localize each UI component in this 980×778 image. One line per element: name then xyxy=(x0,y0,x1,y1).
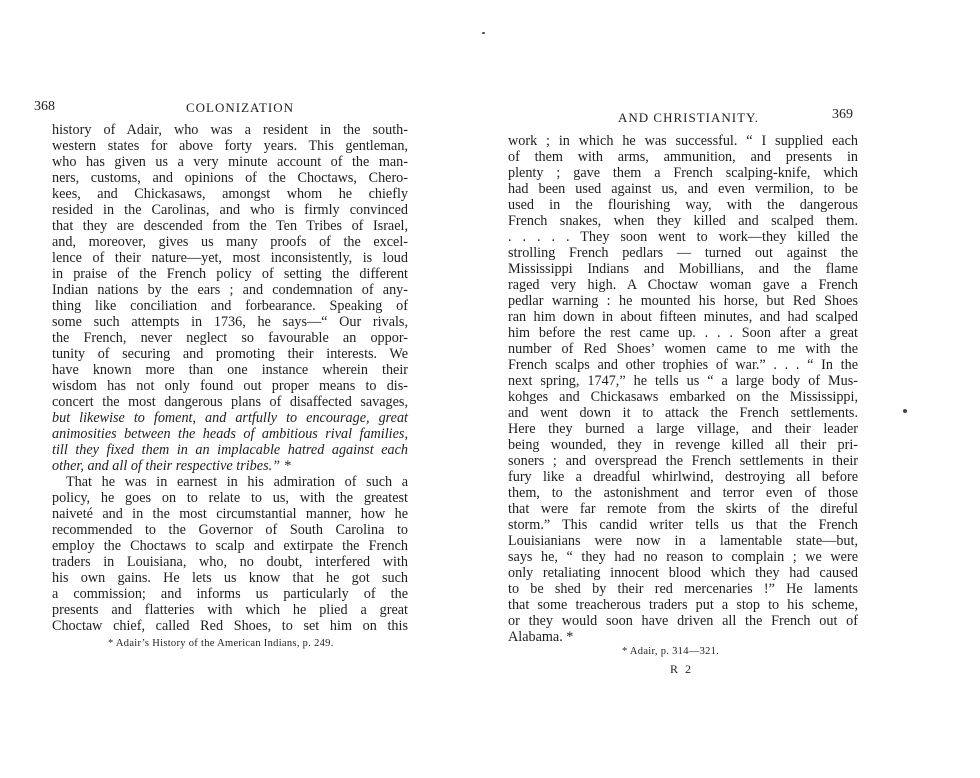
body-line: policy, he goes on to relate to us, with the greatest xyxy=(52,490,408,506)
body-line: but likewise to foment, and artfully to encourage, great xyxy=(52,410,408,426)
body-line: pedlar warning : he mounted his horse, but Red Shoes xyxy=(508,293,858,309)
body-line: . . . . . They soon went to work—they killed the xyxy=(508,229,858,245)
body-line: of them with arms, ammunition, and presents in xyxy=(508,149,858,165)
body-line: animosities between the heads of ambitious rival families, xyxy=(52,426,408,442)
body-line: naiveté and in the most circumstantial manner, how he xyxy=(52,506,408,522)
signature-mark: R 2 xyxy=(670,662,694,676)
body-line: traders in Louisiana, who, no doubt, interfered with xyxy=(52,554,408,570)
right-page xyxy=(490,0,980,778)
body-line: employ the Choctaws to scalp and extirpate the French xyxy=(52,538,408,554)
body-line: the French, never neglect so favourable an oppor- xyxy=(52,330,408,346)
body-line: and, moreover, gives us many proofs of the excel- xyxy=(52,234,408,250)
body-line: them, to the astonishment and terror even of those xyxy=(508,485,858,501)
body-line: French snakes, when they killed and scalped them. xyxy=(508,213,858,229)
body-line: that they are descended from the Ten Tribes of Israel, xyxy=(52,218,408,234)
body-line: kohges and Chickasaws embarked on the Mississippi, xyxy=(508,389,858,405)
body-line: ran him down in about fifteen minutes, and had scalped xyxy=(508,309,858,325)
body-line: have known more than one instance wherein their xyxy=(52,362,408,378)
body-line: raged very high. A Choctaw woman gave a French xyxy=(508,277,858,293)
body-line: That he was in earnest in his admiration of such a xyxy=(66,474,408,490)
left-page-number: 368 xyxy=(34,99,55,114)
body-line: that some treacherous traders put a stop to his scheme, xyxy=(508,597,858,613)
left-body-text xyxy=(52,122,408,634)
right-footnote: * Adair, p. 314—321. xyxy=(622,646,720,657)
body-line: Choctaw chief, called Red Shoes, to set him on this xyxy=(52,618,408,634)
body-line: concert the most dangerous plans of disaffected savages, xyxy=(52,394,408,410)
body-line: in praise of the French policy of setting the different xyxy=(52,266,408,282)
body-line: Mississippi Indians and Mobillians, and the flame xyxy=(508,261,858,277)
body-line: western states for above forty years. This gentleman, xyxy=(52,138,408,154)
body-line: ners, customs, and opinions of the Choctaws, Chero- xyxy=(52,170,408,186)
body-line: Alabama. * xyxy=(508,629,574,645)
body-line: a commission; and informs us particularly of the xyxy=(52,586,408,602)
body-line: work ; in which he was successful. “ I supplied each xyxy=(508,133,858,149)
body-line: next spring, 1747,” he tells us “ a large body of Mus- xyxy=(508,373,858,389)
scan-dot xyxy=(903,409,907,413)
body-line: lence of their nature—yet, most inconsistently, is loud xyxy=(52,250,408,266)
body-line: presents and flatteries with which he plied a great xyxy=(52,602,408,618)
left-running-head: COLONIZATION xyxy=(186,100,295,115)
left-footnote: * Adair’s History of the American Indians, p. 249. xyxy=(108,638,334,649)
body-line: says he, “ they had no reason to complain ; we were xyxy=(508,549,858,565)
body-line: strolling French pedlars — turned out against the xyxy=(508,245,858,261)
body-line: plenty ; gave them a French scalping-knife, which xyxy=(508,165,858,181)
body-line: number of Red Shoes’ women came to me with the xyxy=(508,341,858,357)
body-line: to be shed by their red mercenaries !” He laments xyxy=(508,581,858,597)
body-line: resided in the Carolinas, and who is firmly convinced xyxy=(52,202,408,218)
body-line: who has given us a very minute account of the man- xyxy=(52,154,408,170)
body-line: kees, and Chickasaws, amongst whom he chiefly xyxy=(52,186,408,202)
body-line: fury like a dreadful whirlwind, destroying all before xyxy=(508,469,858,485)
body-line: recommended to the Governor of South Carolina to xyxy=(52,522,408,538)
right-body-text xyxy=(508,133,858,645)
body-line: had been used against us, and even vermilion, to be xyxy=(508,181,858,197)
body-line: Here they burned a large village, and their leader xyxy=(508,421,858,437)
right-page-number: 369 xyxy=(832,107,853,122)
body-line: wisdom has not only found out proper means to dis- xyxy=(52,378,408,394)
body-line: French scalps and other trophies of war.” . . . “ In the xyxy=(508,357,858,373)
body-line: and went down it to attack the French settlements. xyxy=(508,405,858,421)
body-line: thing like conciliation and forbearance. Speaking of xyxy=(52,298,408,314)
body-line: being wounded, they in revenge killed all their pri- xyxy=(508,437,858,453)
body-line: only retaliating innocent blood which they had caused xyxy=(508,565,858,581)
body-line: that were far remote from the skirts of the direful xyxy=(508,501,858,517)
right-running-head: AND CHRISTIANITY. xyxy=(618,110,759,125)
body-line: his own gains. He lets us know that he got such xyxy=(52,570,408,586)
scan-speck xyxy=(482,32,485,34)
body-line: used in the flourishing way, with the dangerous xyxy=(508,197,858,213)
body-line: Louisianians were now in a lamentable state—but, xyxy=(508,533,858,549)
body-line: Indian nations by the ears ; and condemnation of any- xyxy=(52,282,408,298)
body-line: tunity of securing and promoting their interests. We xyxy=(52,346,408,362)
body-line: storm.” This candid writer tells us that the French xyxy=(508,517,858,533)
body-line: him before the rest came up. . . . Soon after a great xyxy=(508,325,858,341)
body-line: soners ; and overspread the French settlements in their xyxy=(508,453,858,469)
body-line: some such attempts in 1736, he says—“ Our rivals, xyxy=(52,314,408,330)
body-line: till they fixed them in an implacable hatred against each xyxy=(52,442,408,458)
body-line: history of Adair, who was a resident in the south- xyxy=(52,122,408,138)
body-line: other, and all of their respective tribes.” * xyxy=(52,458,291,474)
body-line: or they would soon have driven all the French out of xyxy=(508,613,858,629)
